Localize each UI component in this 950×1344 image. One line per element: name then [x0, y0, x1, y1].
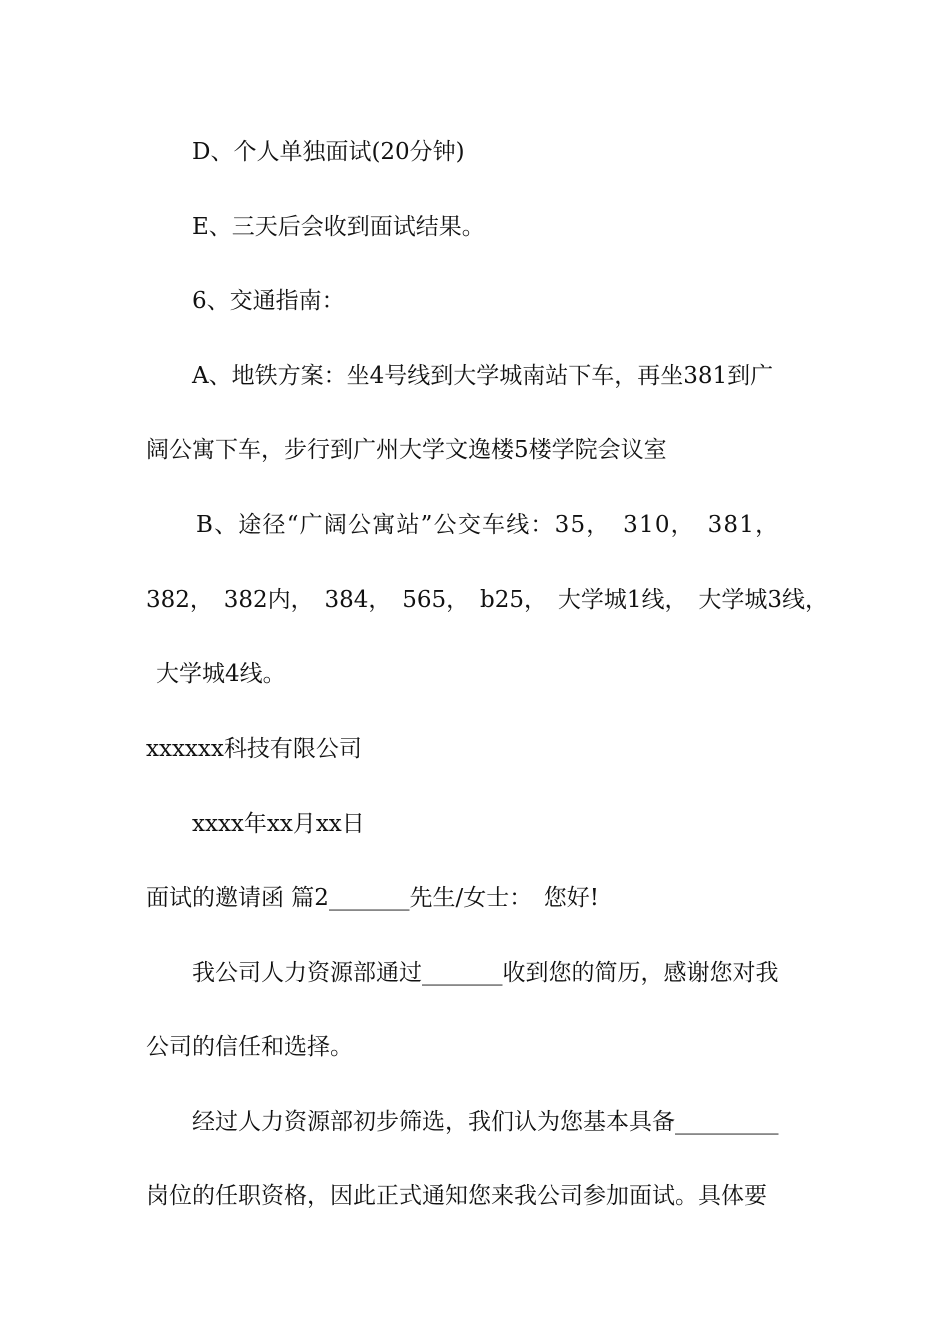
invitation-letter-title: 面试的邀请函 篇2_______先生/女士： 您好! [146, 885, 599, 911]
paragraph-resume-received: 我公司人力资源部通过_______收到您的简历，感谢您对我 [192, 960, 779, 986]
document-date: xxxx年xx月xx日 [192, 811, 365, 837]
section-transport-guide: 6、交通指南： [192, 288, 345, 314]
bus-route-last: 大学城4线。 [156, 661, 286, 687]
company-name: xxxxxx科技有限公司 [146, 736, 362, 762]
item-e-interview-result: E、三天后会收到面试结果。 [192, 214, 485, 240]
bus-route: 382， [146, 587, 213, 613]
paragraph-resume-received-cont: 公司的信任和选择。 [146, 1034, 353, 1060]
item-b-bus-routes: B、途径“广阔公寓站”公交车线：35， 310， 381， [196, 512, 780, 538]
bus-route: 大学城1线， [557, 587, 688, 613]
bus-route: 565， [402, 587, 470, 613]
item-d-individual-interview: D、个人单独面试(20分钟) [192, 139, 465, 165]
bus-route: b25， [480, 587, 547, 613]
bus-route: 384， [324, 587, 392, 613]
item-a-subway-plan-cont: 阔公寓下车，步行到广州大学文逸楼5楼学院会议室 [146, 437, 667, 463]
paragraph-screening: 经过人力资源部初步筛选，我们认为您基本具备_________ [192, 1109, 779, 1135]
paragraph-screening-cont: 岗位的任职资格，因此正式通知您来我公司参加面试。具体要 [146, 1183, 767, 1209]
item-a-subway-plan: A、地铁方案：坐4号线到大学城南站下车，再坐381到广 [192, 363, 774, 389]
bus-route: 大学城3线， [698, 587, 828, 613]
bus-route-list [146, 585, 828, 615]
bus-route: 382内， [223, 587, 314, 613]
